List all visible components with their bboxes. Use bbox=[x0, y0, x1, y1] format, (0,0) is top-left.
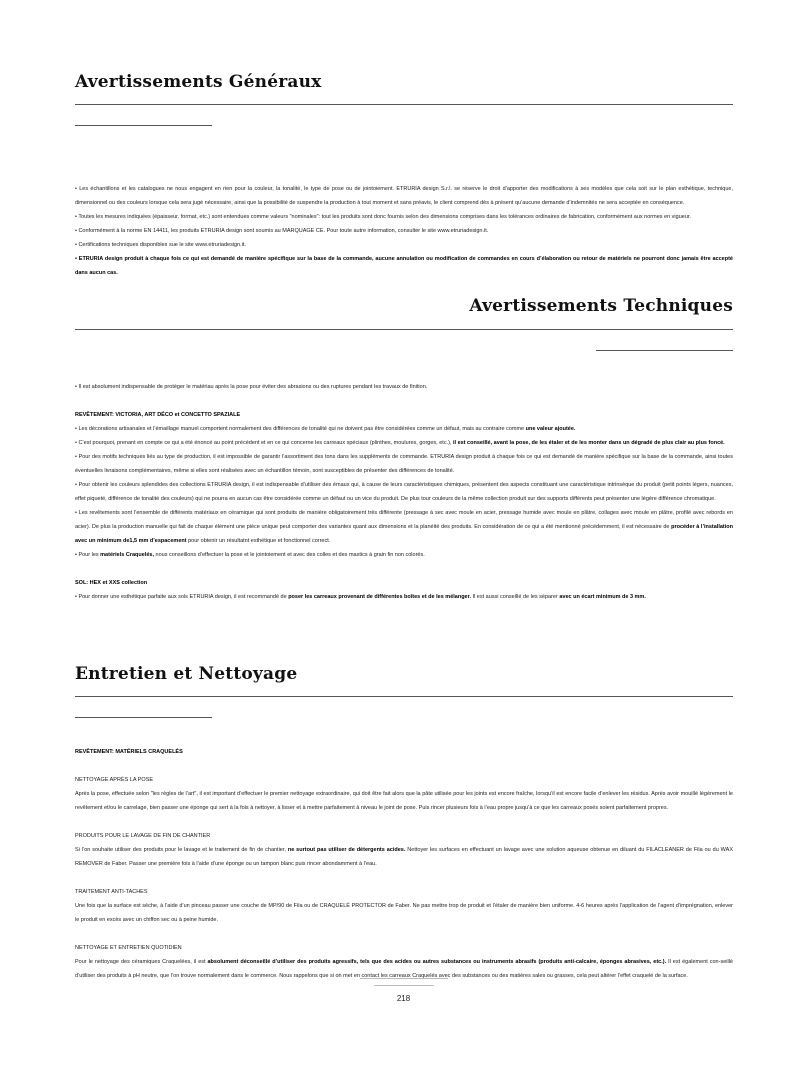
emphasis-text: une valeur ajoutée. bbox=[525, 426, 576, 432]
text-run: Pour le nettoyage des céramiques Craquelées, il est bbox=[75, 959, 208, 965]
bullet-list bbox=[75, 422, 733, 562]
text-run: • Pour les bbox=[75, 552, 101, 558]
subheading-craquele: REVÊTEMENT: MATÉRIELS CRAQUELÉS bbox=[75, 749, 183, 755]
bullet-item bbox=[75, 478, 733, 506]
section-title-technical: Avertissements Techniques bbox=[469, 296, 733, 316]
emphasis-text: matériels Craquelés, bbox=[100, 552, 154, 558]
subsection-heading: TRAITEMENT ANTI-TACHES bbox=[75, 889, 148, 895]
text-run: Nettoyer les surfaces en effectuant un lavage avec une solution aqueuse obtenue en diluant du FILACLEANER de Fila ou du WAX REMOVER de Faber. Passer une première fois à l’aide d’une éponge ou un tampon blanc puis rincer abondamment à l’eau. bbox=[75, 847, 733, 867]
technical-warnings-block bbox=[75, 380, 733, 604]
subsection-body bbox=[75, 899, 733, 927]
bullet-item bbox=[75, 548, 733, 562]
title-rule bbox=[75, 104, 733, 105]
short-rule bbox=[596, 350, 733, 351]
emphasis-text: • ETRURIA design produit à chaque fois ce qui est demandé de manière spécifique sur la base de la commande, aucune annulation ou modification de commandes en cours d’élaboration ou retour de matériels ne pourront donc jamais être accepté dans aucun cas. bbox=[75, 256, 733, 276]
subheading-sol: SOL: HEX et XXS collection bbox=[75, 580, 148, 586]
emphasis-text: poser les carreaux provenant de différentes boîtes et de les mélanger. bbox=[288, 594, 471, 600]
text-run: • Pour des motifs techniques liés au type de production, il est impossible de garantir l’assortiment des tons dans les suppléments de commande. ETRURIA design produit à chaque fois ce qui est demandé de manière spécifique sur la base de la commande, ainsi toutes éventuelles livraisons complémentaires, même si elles sont réalisées avec un échantillon témoin, sont susceptibles de présenter des différences de tonalité. bbox=[75, 454, 733, 474]
bullet-item bbox=[75, 252, 733, 280]
emphasis-text: procéder à l’installation avec un minimum de1,5 mm d’espacement bbox=[75, 524, 733, 544]
text-run: • Les revêtements sont l’ensemble de différents matériaux en céramique qui sont produits de manière obligatoirement très différente (pressage à sec avec moule en acier, pressage humide avec moule en plâtre, collages avec moule en plâtre, profilé avec rebords en acier). De plus la production manuelle qui fait de chaque élément une pièce unique peut comporter des variantes quant aux dimensions et la planéité des produits. En considération de ce qui a été mentionné précédemment, il est nécessaire de bbox=[75, 510, 733, 530]
emphasis-text: avec un écart minimum de 3 mm. bbox=[559, 594, 646, 600]
text-run: • Certifications techniques disponibles sue le site www.etruriadesign.it. bbox=[75, 242, 246, 248]
text-run: • Pour obtenir les couleurs splendides des collections ETRURIA design, il est indispensable d’utiliser des émaux qui, à cause de leurs caractéristiques chimiques, présentent des aspects constituant une caractéristique intrinsèque du produit (petit points légers, nuances, effet piqueté, différence de tonalité des couleurs) qui ne pourra en aucun cas être considérée comme un défaut ou un vice du produit. De plus tour couleurs de la même collection produit sur des supports différents peut présenter une légère différence chromatique. bbox=[75, 482, 733, 502]
subsection-body bbox=[75, 787, 733, 815]
maintenance-subsections bbox=[75, 759, 733, 983]
bullet-item bbox=[75, 422, 733, 436]
section-title-maintenance: Entretien et Nettoyage bbox=[75, 664, 298, 684]
bullet-item bbox=[75, 238, 733, 252]
bullet-item bbox=[75, 506, 733, 548]
intro-paragraph: • Il est absolument indispensable de protéger le matériau après la pose pour éviter des abrasions ou des ruptures pendant les travaux de finition. bbox=[75, 384, 428, 390]
subheading-revetement: REVÊTEMENT: VICTORIA, ART DÉCO et CONCETTO SPAZIALE bbox=[75, 412, 241, 418]
bullet-list bbox=[75, 182, 733, 280]
text-run: • Toutes les mesures indiquées (épaisseur, format, etc.) sont entendues comme valeurs "nominales": tout les produits sont donc fournis selon des dimensions comprises dans les tolérances ordinaires de fabrication, conformément aux normes en vigueur. bbox=[75, 214, 691, 220]
title-rule bbox=[75, 329, 733, 330]
text-run: Il est également con-seillé d’utiliser des produits à pH neutre, que l’on trouve normalement dans le commerce. Nous rappelons que si on met en contact les carreaux Craquelés avec des substances ou des matières sales ou grasses, cela peut altérer l’effet craquelé de la surface. bbox=[75, 959, 733, 979]
bullet-item bbox=[75, 450, 733, 478]
subsection-heading: PRODUITS POUR LE LAVAGE DE FIN DE CHANTIER bbox=[75, 833, 211, 839]
text-run: Après la pose, effectuée selon "les règles de l’art", il est important d’effectuer le premier nettoyage extraordinaire, qui doit être fait alors que la pâte utilisée pour les joints est encore fraîche, lorsqu’il est encore facile d’enlever les résidus. Après avoir mouillé légèrement le revêtement et/ou le carrelage, bien passer une éponge qui sert à la fois à nettoyer, à lisser et à mettre parfaitement à niveau le joint de pose. Puis rincer plusieurs fois à l’eau propre jusqu’à ce que les carreaux posés soient parfaitement propres. bbox=[75, 791, 733, 811]
emphasis-text: absolument déconseillé d’utiliser des produits agressifs, tels que des acides ou autres substances ou instruments abrasifs (produits anti-calcaire, éponges abrasives, etc.). bbox=[207, 959, 667, 965]
text-run: Une fois que la surface est sèche, à l’aide d’un pinceau passer une couche de MP/90 de Fila ou de CRAQUELÉ PROTECTOR de Faber. Ne pas mettre trop de produit et l’étaler de manière bien uniforme. 4-6 heures après l’application de l’agent d’imprégnation, enlever le produit en excès avec un chiffon sec ou à peine humide. bbox=[75, 903, 733, 923]
text-run: pour obtenir un résultatnt esthétique et fonctionnel correct. bbox=[186, 538, 331, 544]
general-warnings-block bbox=[75, 182, 733, 280]
text-run: • Conformément à la norme EN 14411, les produits ETRURIA design sont soumis au MARQUAGE CE. Pour toute autre information, consulter le site www.etruriadesign.it. bbox=[75, 228, 489, 234]
text-run: Il est aussi conseillé de les séparer bbox=[470, 594, 560, 600]
text-run: • Les échantillons et les catalogues ne nous engagent en rien pour la couleur, la tonalité, le type de pose ou de jointoiement. ETRURIA design S.r.l. se réserve le droit d’apporter des modifications à ses modèles que cela soit sur le plan esthétique, technique, dimensionnel ou des couleurs lorsque cela sera jugé nécessaire, ainsi que la possibilité de suspendre la production à tout moment et sans préavis, le client comprend dès à présent qu’aucune demande d’indemnités ne sera acceptée en conséquence. bbox=[75, 186, 733, 206]
bullet-list bbox=[75, 590, 733, 604]
text-run: • C’est pourquoi, prenant en compte ce qui a été énoncé au point précédent et en ce qui concerne les carreaux spéciaux (plinthes, moulures, gorges, etc.), bbox=[75, 440, 453, 446]
footer-rule bbox=[360, 978, 448, 979]
text-run: nous conseillons d’effectuer la pose et le jointoiement et avec des colles et des mastics à grain fin non colorés. bbox=[153, 552, 425, 558]
bullet-item bbox=[75, 436, 733, 450]
subsection-body bbox=[75, 843, 733, 871]
text-run: Si l’on souhaite utiliser des produits pour le lavage et le traitement de fin de chantier, bbox=[75, 847, 288, 853]
footer-rule bbox=[374, 985, 434, 986]
text-run: • Pour donner une esthétique parfaite aux sols ETRURIA design, il est recommandé de bbox=[75, 594, 289, 600]
section-title-general: Avertissements Généraux bbox=[75, 72, 322, 92]
bullet-item bbox=[75, 210, 733, 224]
bullet-item bbox=[75, 224, 733, 238]
title-rule bbox=[75, 696, 733, 697]
bullet-item bbox=[75, 590, 733, 604]
subsection-heading: NETTOYAGE ET ENTRETIEN QUOTIDIEN bbox=[75, 945, 182, 951]
page-number: 218 bbox=[396, 994, 411, 1003]
emphasis-text: il est conseillé, avant la pose, de les étaler et de les monter dans un dégradé de plus clair au plus foncé. bbox=[452, 440, 725, 446]
text-run: • Les décorations artisanales et l’émaillage manuel comportent normalement des différences de tonalité qui ne doivent pas être considérées comme un défaut, mais au contraire comme bbox=[75, 426, 526, 432]
bullet-item bbox=[75, 182, 733, 210]
emphasis-text: ne surtout pas utiliser de détergents acides. bbox=[287, 847, 406, 853]
maintenance-block bbox=[75, 745, 733, 983]
short-rule bbox=[75, 717, 212, 718]
subsection-heading: NETTOYAGE APRÈS LA POSE bbox=[75, 777, 154, 783]
short-rule bbox=[75, 125, 212, 126]
